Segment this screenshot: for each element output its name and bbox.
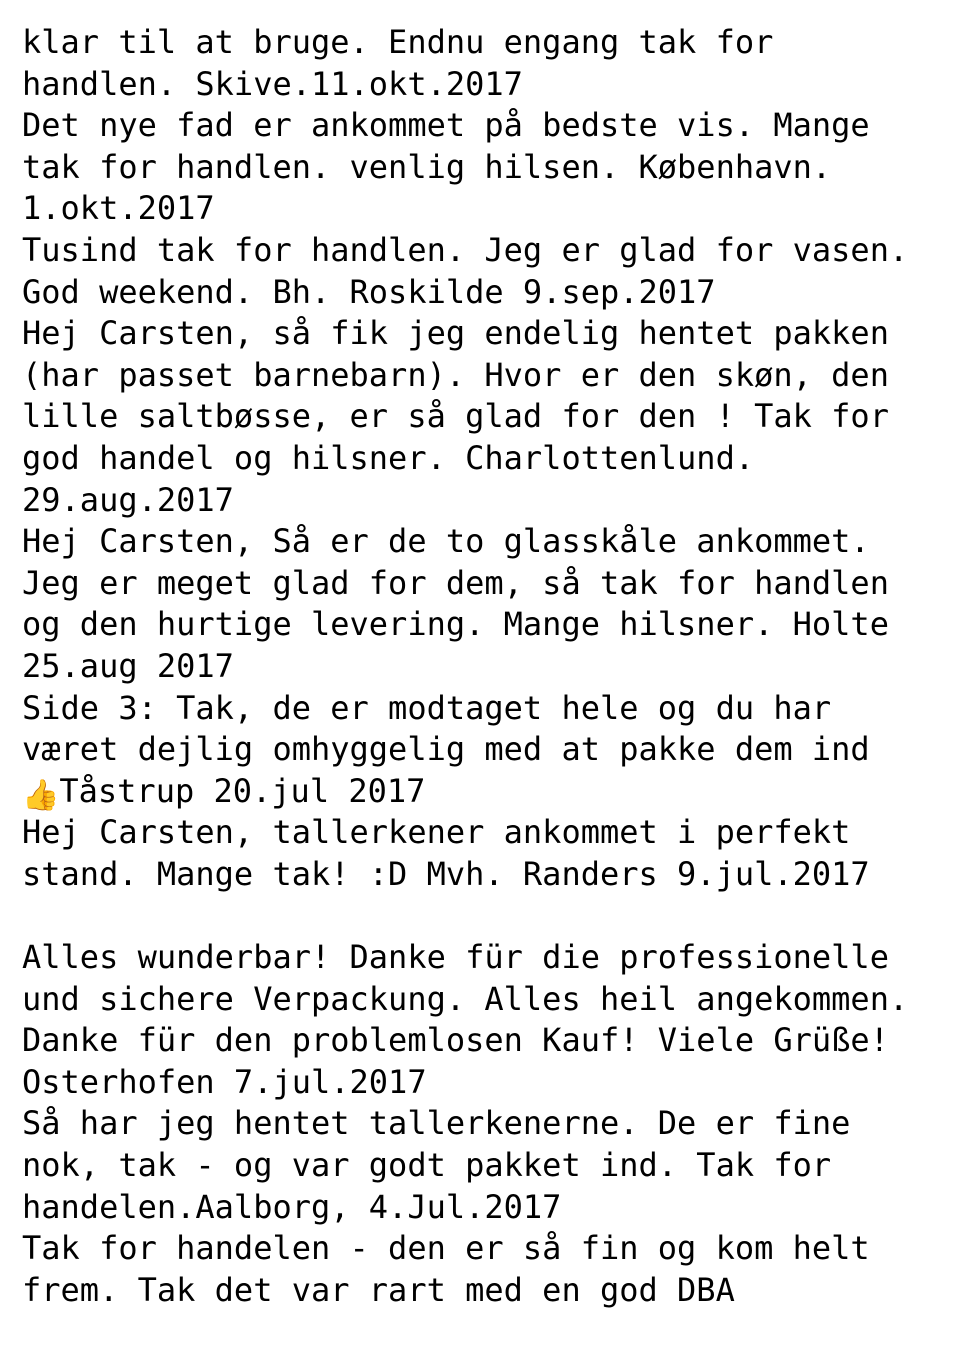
blank-line [22, 895, 960, 937]
text-line-content: Hej Carsten, så fik jeg endelig hentet pakken [22, 314, 889, 353]
text-line [22, 646, 960, 688]
text-line-content: og den hurtige levering. Mange hilsner. Holte [22, 605, 889, 644]
text-line-content: handlen. Skive.11.okt.2017 [22, 64, 523, 103]
text-line-content: 25.aug 2017 [22, 646, 234, 685]
text-line-content: (har passet barnebarn). Hvor er den skøn, den [22, 355, 889, 394]
text-line-content: Hej Carsten, tallerkener ankommet i perfekt [22, 813, 851, 852]
text-line [22, 1145, 960, 1187]
text-line-content: været dejlig omhyggelig med at pakke dem ind [22, 730, 870, 769]
text-line-content: Det nye fad er ankommet på bedste vis. Mange [22, 106, 870, 145]
text-line-content: Side 3: Tak, de er modtaget hele og du har [22, 688, 832, 727]
text-line-content: Danke für den problemlosen Kauf! Viele Grüße! [22, 1021, 889, 1060]
text-line [22, 147, 960, 189]
text-line [22, 188, 960, 230]
thumbs-up-icon: 👍 [22, 777, 60, 813]
text-line-content: god handel og hilsner. Charlottenlund. [22, 438, 755, 477]
text-line [22, 854, 960, 896]
text-line [22, 771, 960, 813]
text-line [22, 1020, 960, 1062]
text-line-content: Osterhofen 7.jul.2017 [22, 1062, 427, 1101]
text-line-content: Tusind tak for handlen. Jeg er glad for vasen. [22, 230, 909, 269]
text-line [22, 1062, 960, 1104]
text-line [22, 1187, 960, 1229]
text-line [22, 396, 960, 438]
text-line-content: nok, tak - og var godt pakket ind. Tak for [22, 1146, 832, 1185]
text-line-content: klar til at bruge. Endnu engang tak for [22, 23, 774, 61]
text-line [22, 563, 960, 605]
text-line [22, 937, 960, 979]
text-line [22, 438, 960, 480]
text-line [22, 230, 960, 272]
text-line-content: und sichere Verpackung. Alles heil angekommen. [22, 979, 909, 1018]
text-line-content: Alles wunderbar! Danke für die professionelle [22, 938, 889, 977]
text-line-content: Tak for handelen - den er så fin og kom helt [22, 1229, 870, 1268]
text-line [22, 272, 960, 314]
text-line-content: tak for handlen. venlig hilsen. København. [22, 147, 832, 186]
text-line [22, 105, 960, 147]
text-line [22, 979, 960, 1021]
text-line-content: lille saltbøsse, er så glad for den ! Tak for [22, 397, 889, 436]
text-line-content: frem. Tak det var rart med en god DBA [22, 1270, 735, 1309]
text-line-content: 29.aug.2017 [22, 480, 234, 519]
text-line [22, 22, 960, 64]
text-line-content: handelen.Aalborg, 4.Jul.2017 [22, 1187, 562, 1226]
text-line [22, 812, 960, 854]
text-line [22, 1103, 960, 1145]
text-line [22, 729, 960, 771]
text-line-content: Tåstrup 20.jul 2017 [59, 771, 426, 810]
text-line-content: 1.okt.2017 [22, 189, 215, 228]
text-line [22, 688, 960, 730]
text-line [22, 64, 960, 106]
text-line [22, 521, 960, 563]
text-line-content: Så har jeg hentet tallerkenerne. De er fine [22, 1104, 851, 1143]
text-line [22, 604, 960, 646]
text-line [22, 1270, 960, 1312]
text-line-content: stand. Mange tak! :D Mvh. Randers 9.jul.2017 [22, 854, 870, 893]
text-line [22, 355, 960, 397]
text-line-content: Hej Carsten, Så er de to glasskåle ankommet. [22, 522, 870, 561]
text-line [22, 480, 960, 522]
text-line [22, 1228, 960, 1270]
text-line [22, 313, 960, 355]
text-line-content: Jeg er meget glad for dem, så tak for handlen [22, 563, 889, 602]
text-line-content: God weekend. Bh. Roskilde 9.sep.2017 [22, 272, 716, 311]
testimonial-text-body [22, 22, 960, 1311]
